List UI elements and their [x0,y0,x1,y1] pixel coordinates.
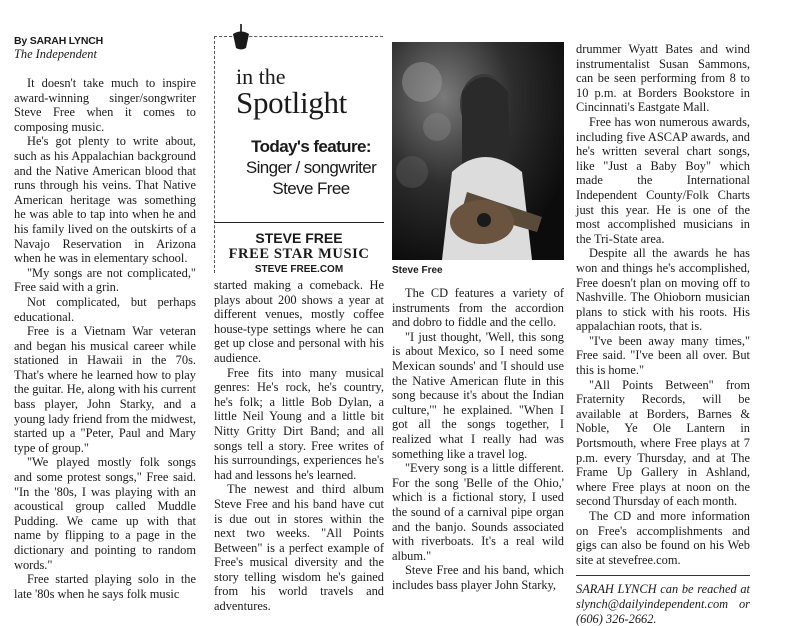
feature-label: Today's feature: [251,137,371,156]
paragraph: Free fits into many musical genres: He's rock, he's country, he's folk; a little Bob Dylan, a little Neil Young and a little bit Nitty Gritty Dirt Band; and all songs tell a story. Free writes of his surroundings, experiences he's had and lessons he's learned. [214,365,384,482]
byline [14,35,194,61]
article-column-1 [14,76,196,601]
byline-publication: The Independent [14,47,97,61]
paragraph: "My songs are not complicated," Free said with a grin. [14,265,196,295]
paragraph: Steve Free and his band, which includes bass player John Starky, [392,563,564,592]
ad-website: STEVE FREE.COM [254,264,344,275]
paragraph: The CD features a variety of instruments from the accordion and dobro to fiddle and the cello. [392,286,564,330]
paragraph: "We played mostly folk songs and some protest songs," Free said. "In the '80s, I was playing with an acoustical group called Muddle Pudding. We came up with that name by flipping to a page in the dictionary and pointing to random words." [14,455,196,572]
paragraph: The newest and third album Steve Free and his band have cut is due out in stores within the next two weeks. "All Points Between" is a perfect example of Free's musical diversity and the story telling wisdom he's gained from his world travels and adventures. [214,482,384,614]
paragraph: Despite all the awards he has won and things he's accomplished, Free doesn't plan on moving off to Nashville. The Ohioborn musician plans to stick with his roots. His appalachian roots, that is. [576,246,750,334]
divider [576,575,750,576]
article-column-4 [576,42,750,626]
paragraph: "I've been away many times," Free said. "I've been all over. But this is home." [576,333,750,378]
paragraph: "I just thought, 'Well, this song is about Mexico, so I need some Mexican sounds' and 'I should use the Native American flute in this song because it's about the Indian culture,'" he explained. "When I got all the songs together, I realized what I really had was something like a travel log. [392,329,564,461]
article-column-3 [392,286,564,592]
paragraph: It doesn't take much to inspire award-winning singer/songwriter Steve Free when it comes to composing music. [14,76,196,134]
paragraph: Free has won numerous awards, including five ASCAP awards, and he's written several chart songs, like "Just a Baby Boy" which made the International Independent County/Folk Charts just this year. He is one of the most accomplished musicians in the Tri-State area. [576,114,750,246]
feature-line-2: Steve Free [272,179,350,198]
paragraph: The CD and more information on Free's accomplishments and gigs can also be found on his Web site at stevefree.com. [576,509,750,567]
article-column-2 [214,278,384,614]
spotlight-heading-small: in the [236,64,286,89]
feature-block [238,136,384,199]
ad-name: STEVE FREE [255,230,343,246]
paragraph: He's got plenty to write about, such as his Appalachian background and the Native American blood that runs through his veins. That Native American heritage was something he was able to tap into when he and his family lived on the outskirts of a Navajo Reservation in Arizona when he was in elementary school. [14,134,196,266]
paragraph: started making a comeback. He plays about 200 shows a year at different venues, mostly coffee house-type settings where he can get up close and personal with his audience. [214,278,384,365]
photo-steve-free [392,42,564,260]
byline-author: By SARAH LYNCH [14,35,103,47]
paragraph: Not complicated, but perhaps educational. [14,294,196,324]
spotlight-box [214,24,384,274]
paragraph: drummer Wyatt Bates and wind instrumentalist Susan Sammons, can be seen performing from 8 to 10 p.m. at Borders Bookstore in Cincinnati's Eastgate Mall. [576,42,750,115]
photo-image [392,42,564,260]
paragraph: Free is a Vietnam War veteran and began his musical career while stationed in Hawaii in the 70s. That's where he learned how to play the guitar. He, along with his current bass player, John Starky, and a young lady friend from the midwest, started up a "Peter, Paul and Mary type of group." [14,324,196,455]
paragraph: Free started playing solo in the late '80s when he says folk music [14,572,196,601]
ad-tagline: FREE STAR MUSIC [228,246,370,262]
contact-info: SARAH LYNCH can be reached at slynch@dailyindependent.com or (606) 326-2662. [576,582,750,626]
paragraph: "All Points Between" from Fraternity Records, will be available at Borders, Barnes & Noble, Ye Ole Lantern in Portsmouth, where Free plays at 7 p.m. every Thursday, and at The Frame Up Gallery in Ashland, where Free plays at noon on the second Thursday of each month. [576,377,750,509]
divider [214,222,384,223]
paragraph: "Every song is a little different. For the song 'Belle of the Ohio,' which is a fictional story, I used the sound of a carnival pipe organ and the banjo. Sounds associated with riverboats. It's a real wild album." [392,461,564,563]
spotlight-heading: Spotlight [236,85,347,120]
photo-caption: Steve Free [392,265,443,276]
spotlight-lamp-icon [229,24,253,52]
feature-line-1: Singer / songwriter [245,158,377,177]
